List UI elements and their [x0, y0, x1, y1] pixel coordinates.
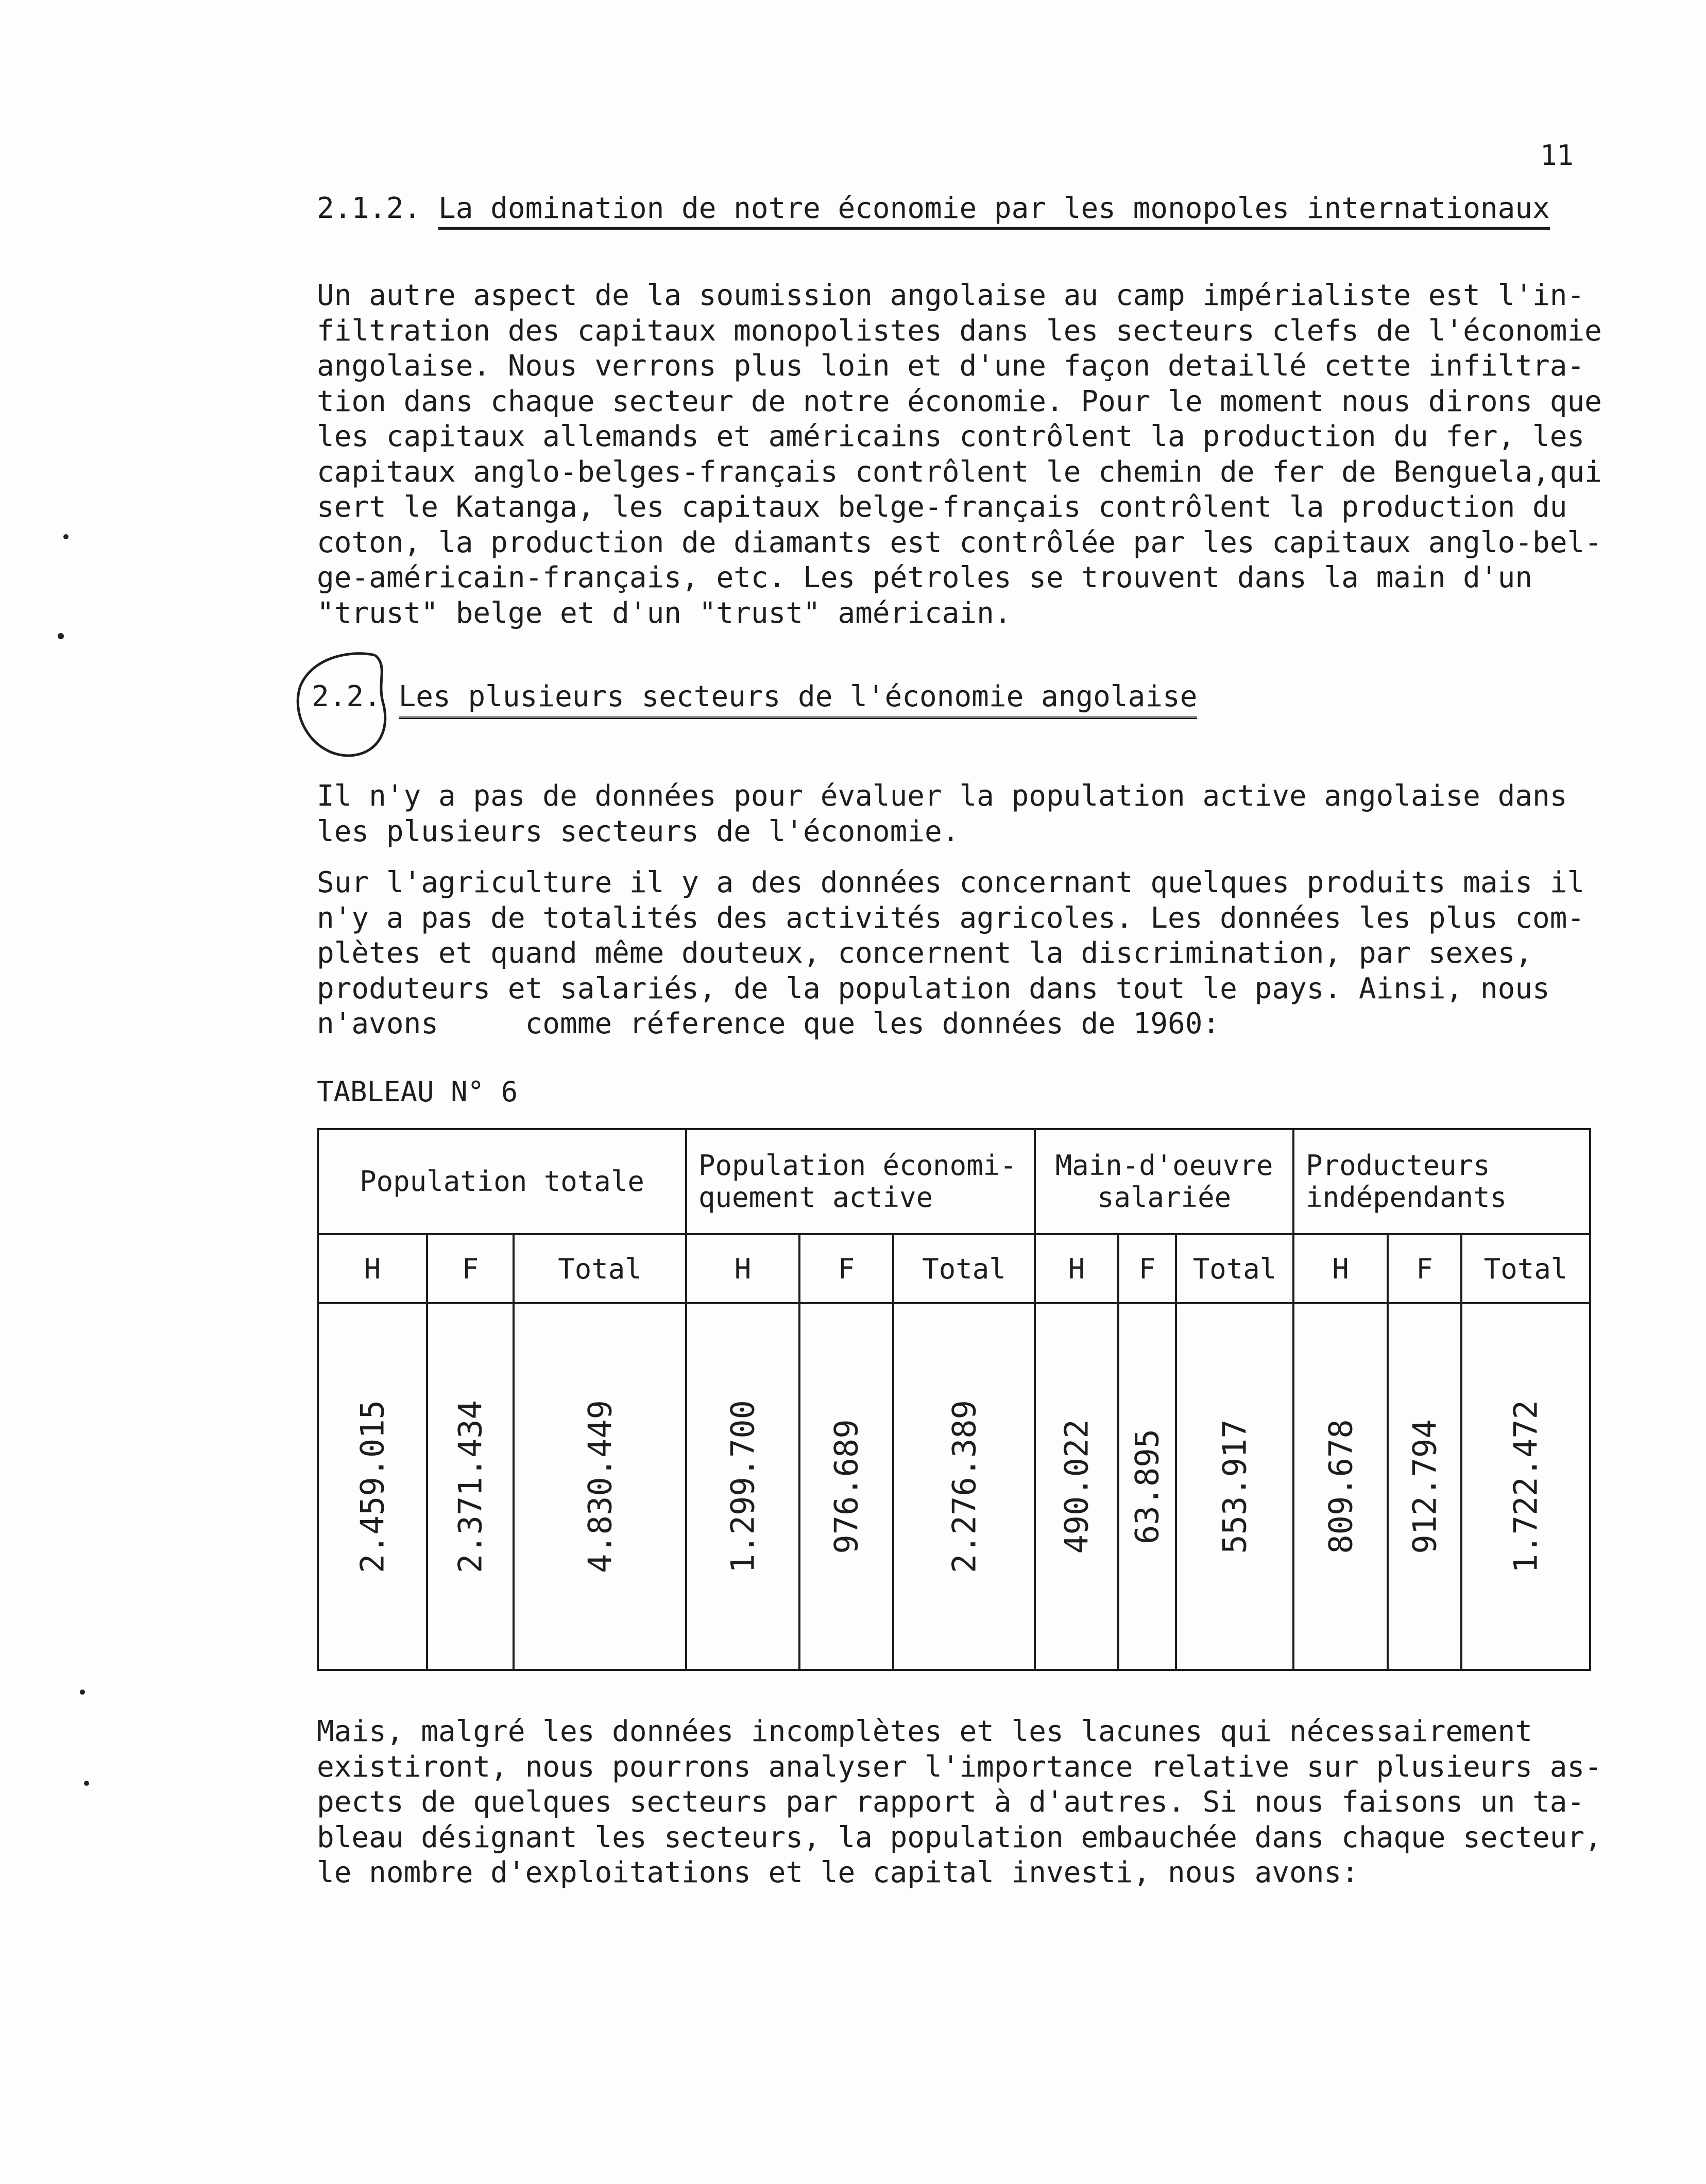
cell-value: 1.722.472: [1507, 1400, 1545, 1573]
text-line: Un autre aspect de la soumission angolaise au camp impérialiste est l'in-: [317, 279, 1585, 312]
table-cell: [427, 1303, 514, 1670]
table-cell: [1118, 1303, 1176, 1670]
section-heading-2-2: [312, 680, 1197, 719]
cell-value: 809.678: [1322, 1419, 1360, 1554]
column-header: F: [1388, 1234, 1461, 1303]
text-line: bleau désignant les secteurs, la population embauchée dans chaque secteur,: [317, 1820, 1602, 1854]
paragraph-agriculture: [317, 865, 1589, 1042]
text-line: tion dans chaque secteur de notre économie. Pour le moment nous dirons que: [317, 384, 1602, 418]
table-cell: [1035, 1303, 1118, 1670]
column-header: Total: [1176, 1234, 1293, 1303]
paragraph-foreign-capital: [317, 278, 1602, 631]
paragraph-no-data: [317, 779, 1589, 849]
column-header: H: [1293, 1234, 1388, 1303]
column-header: Total: [1461, 1234, 1590, 1303]
table-cell: [318, 1303, 427, 1670]
table-row: [318, 1303, 1590, 1670]
text-line: "trust" belge et d'un "trust" américain.: [317, 596, 1012, 630]
table-cell: [686, 1303, 799, 1670]
column-group-header: Main-d'oeuvre salariée: [1035, 1129, 1293, 1234]
column-header: Total: [514, 1234, 686, 1303]
table-cell: [1176, 1303, 1293, 1670]
table-cell: [1293, 1303, 1388, 1670]
text-line: sert le Katanga, les capitaux belge-français contrôlent la production du: [317, 490, 1567, 524]
cell-value: 2.459.015: [353, 1400, 391, 1573]
section-title: La domination de notre économie par les monopoles internationaux: [438, 192, 1550, 230]
cell-value: 2.371.434: [451, 1400, 489, 1573]
column-group-header: Population économi- quement active: [686, 1129, 1035, 1234]
section-number: 2.2.: [312, 680, 381, 713]
text-line: Mais, malgré les données incomplètes et les lacunes qui nécessairement: [317, 1715, 1533, 1748]
cell-value: 2.276.389: [945, 1400, 983, 1573]
section-number: 2.1.2.: [317, 192, 421, 225]
text-line: les capitaux allemands et américains contrôlent la production du fer, les: [317, 420, 1585, 453]
table-column-header-row: [318, 1234, 1590, 1303]
table-cell: [1388, 1303, 1461, 1670]
section-title: Les plusieurs secteurs de l'économie angolaise: [399, 680, 1198, 719]
table-cell: [799, 1303, 893, 1670]
text-line: filtration des capitaux monopolistes dans les secteurs clefs de l'économie: [317, 314, 1602, 348]
text-line: produteurs et salariés, de la population dans tout le pays. Ainsi, nous: [317, 971, 1550, 1005]
text-line: plètes et quand même douteux, concernent la discrimination, par sexes,: [317, 936, 1533, 970]
text-line: angolaise. Nous verrons plus loin et d'une façon detaillé cette infiltra-: [317, 349, 1585, 383]
column-header: F: [427, 1234, 514, 1303]
column-header: H: [1035, 1234, 1118, 1303]
column-header: H: [318, 1234, 427, 1303]
table-group-header-row: [318, 1129, 1590, 1234]
text-line: pects de quelques secteurs par rapport à d'autres. Si nous faisons un ta-: [317, 1785, 1585, 1819]
column-group-header: Population totale: [318, 1129, 686, 1234]
column-header: F: [799, 1234, 893, 1303]
section-heading-2-1-2: [317, 192, 1550, 230]
page-number: 11: [1540, 139, 1574, 172]
text-line: n'y a pas de totalités des activités agricoles. Les données les plus com-: [317, 901, 1585, 935]
column-header: H: [686, 1234, 799, 1303]
cell-value: 1.299.700: [724, 1400, 762, 1573]
table-cell: [893, 1303, 1035, 1670]
cell-value: 4.830.449: [581, 1400, 619, 1573]
column-header: F: [1118, 1234, 1176, 1303]
text-line: coton, la production de diamants est contrôlée par les capitaux anglo-bel-: [317, 525, 1602, 559]
cell-value: 976.689: [827, 1419, 865, 1554]
text-line: le nombre d'exploitations et le capital investi, nous avons:: [317, 1856, 1359, 1889]
paragraph-closing: [317, 1714, 1602, 1891]
text-line: n'avons comme réference que les données de 1960:: [317, 1007, 1220, 1040]
population-table: [317, 1128, 1591, 1671]
cell-value: 63.895: [1128, 1429, 1166, 1544]
text-line: les plusieurs secteurs de l'économie.: [317, 814, 960, 848]
column-header: Total: [893, 1234, 1035, 1303]
column-group-header: Producteurs indépendants: [1293, 1129, 1590, 1234]
text-line: existiront, nous pourrons analyser l'importance relative sur plusieurs as-: [317, 1750, 1602, 1784]
cell-value: 490.022: [1057, 1419, 1096, 1554]
text-line: Il n'y a pas de données pour évaluer la population active angolaise dans: [317, 779, 1567, 813]
text-line: ge-américain-français, etc. Les pétroles se trouvent dans la main d'un: [317, 561, 1533, 594]
cell-value: 553.917: [1216, 1419, 1254, 1554]
table-cell: [1461, 1303, 1590, 1670]
table-title: TABLEAU N° 6: [317, 1076, 518, 1108]
text-line: Sur l'agriculture il y a des données concernant quelques produits mais il: [317, 866, 1585, 899]
cell-value: 912.794: [1406, 1419, 1444, 1554]
text-line: capitaux anglo-belges-français contrôlent le chemin de fer de Benguela,qui: [317, 455, 1602, 489]
table-cell: [514, 1303, 686, 1670]
